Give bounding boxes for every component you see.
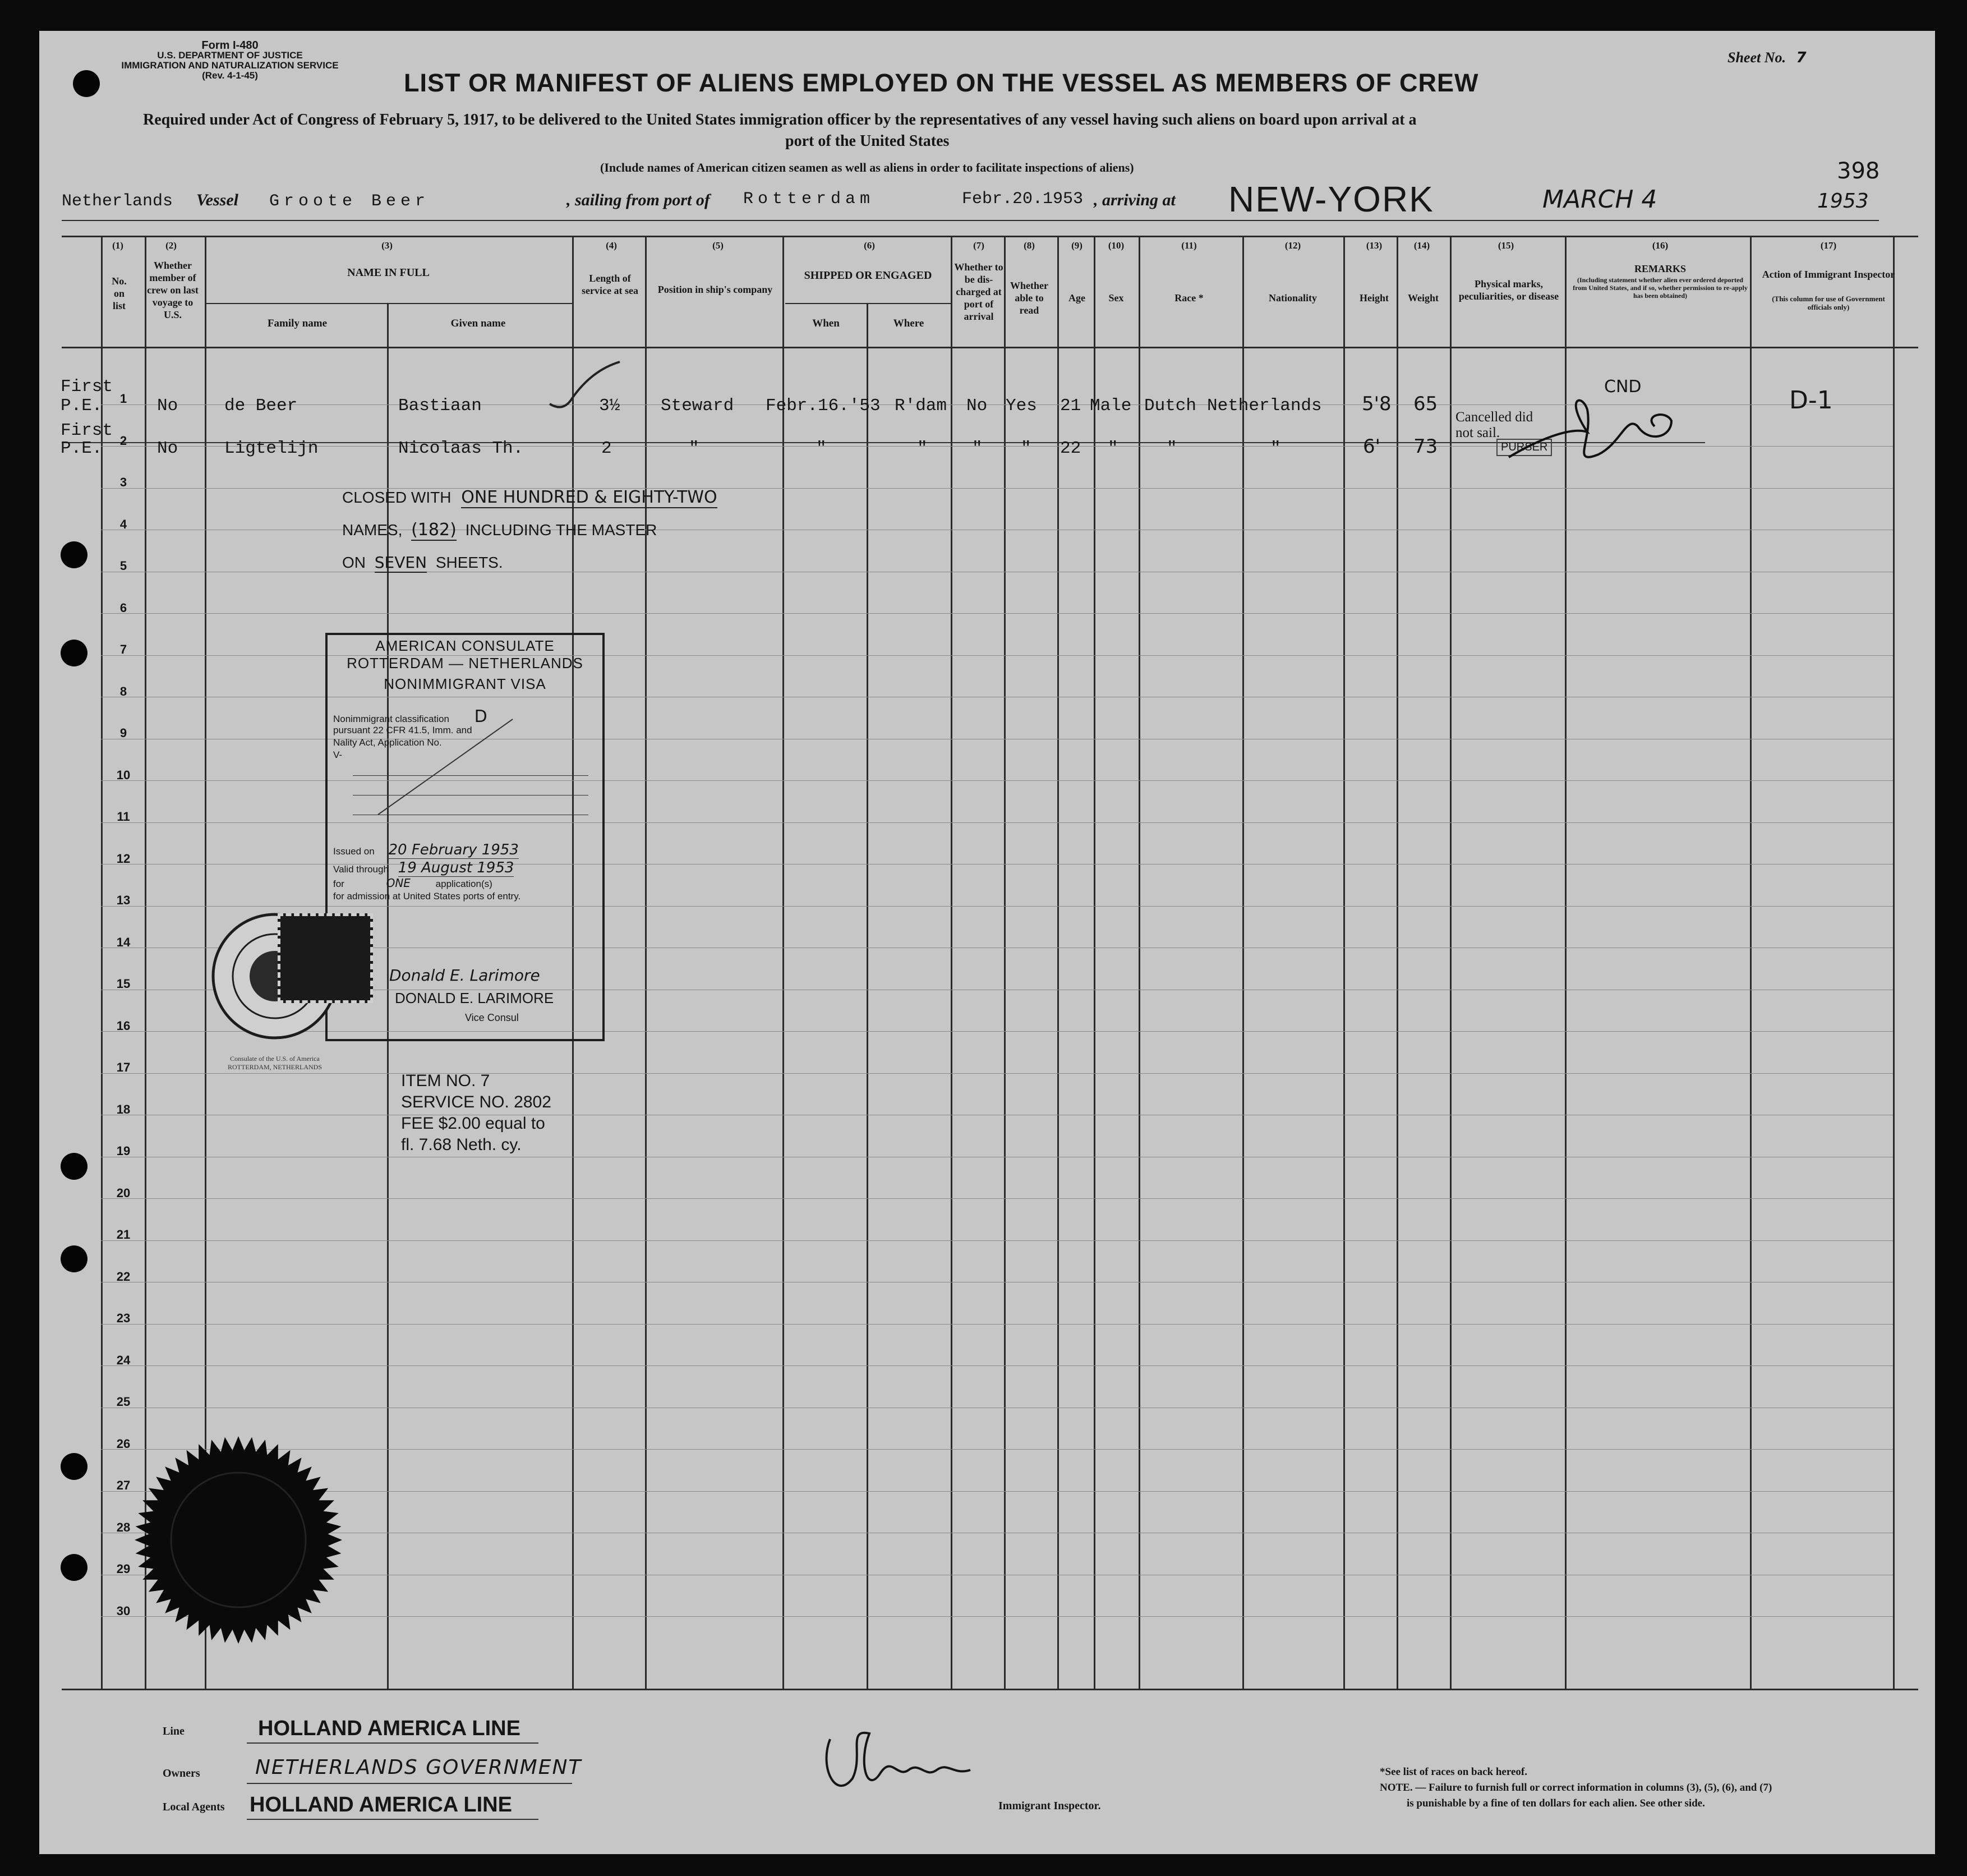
service-name: IMMIGRATION AND NATURALIZATION SERVICE [121,60,339,71]
row-number: 5 [119,559,127,573]
row-1-last-voyage: No [157,396,178,416]
col-header-age: Age [1068,292,1085,304]
col-num-9: (9) [1071,240,1082,251]
punch-hole [61,1245,87,1272]
sailing-label: , sailing from port of [566,191,710,209]
col-num-10: (10) [1108,240,1125,251]
footer-note-penalty: NOTE. — Failure to furnish full or correct information in columns (3), (5), (6), and (7) [1380,1782,1772,1794]
row-number: 30 [116,1603,131,1618]
vessel-name: Groote Beer [269,192,430,211]
footer-note-races: *See list of races on back hereof. [1380,1766,1527,1778]
row-number: 4 [119,517,127,531]
row-2-nationality: " [1270,439,1281,458]
table-top-border [62,236,1918,237]
col-header-nationality: Nationality [1268,292,1317,304]
row-2-age: 22 [1060,439,1081,458]
row-line [101,1365,1893,1366]
col-num-13: (13) [1366,240,1383,251]
column-divider [1139,236,1140,1689]
column-divider [1343,236,1345,1689]
row-number: 20 [116,1185,131,1200]
form-number: Form I-480 [201,39,259,52]
column-divider [1397,236,1398,1689]
voyage-underline [62,220,1879,221]
fee-service: SERVICE NO. 2802 [401,1093,551,1111]
row-1-family-name: de Beer [224,396,298,416]
row-number: 23 [116,1311,131,1325]
row-1-height: 5'8 [1362,393,1392,415]
footer-agents-underline [247,1819,538,1820]
voyage-line [62,179,1879,219]
row-number: 16 [116,1018,131,1033]
row-2-when: " [816,439,827,458]
port: Rotterdam [743,190,875,209]
action-note: (This column for use of Government officials only) [1772,295,1885,311]
visa-classification-label: Nonimmigrant classification [333,714,449,724]
punch-hole [61,1153,87,1180]
row-1-given-name: Bastiaan [398,396,482,416]
fee-stamp [278,913,373,1003]
revision: (Rev. 4-1-45) [202,70,258,81]
col-header-discharged: Whether to be dis-charged at port of arrival [954,261,1003,322]
row-line [101,613,1893,614]
row-number: 1 [119,392,127,406]
visa-for-value: ONE [386,876,411,890]
row-1-discharged: No [966,396,988,416]
col-header-when: When [812,318,840,329]
row-number: 26 [116,1436,131,1451]
notary-seal [132,1433,345,1647]
column-divider [951,236,952,1689]
col-header-shipped: SHIPPED OR ENGAGED [804,269,932,282]
visa-officer-title: Vice Consul [465,1012,519,1023]
col-num-17: (17) [1820,240,1837,251]
table-bottom-border [62,1689,1918,1690]
col-header-action: Action of Immigrant Inspector [1762,269,1895,280]
column-divider [1450,236,1452,1689]
closing-line-2 [342,514,881,546]
closing-line-3-prefix: ON [342,554,366,571]
row-1-class-line1: First [61,377,113,397]
row-number: 28 [116,1520,131,1534]
row-number: 25 [116,1395,131,1409]
row-2-race: " [1167,439,1177,458]
punch-hole [61,1554,87,1581]
purser-signature [1503,387,1683,471]
row-2-last-voyage: No [157,439,178,458]
col-header-no: No. on list [112,275,127,311]
department: U.S. DEPARTMENT OF JUSTICE [157,50,303,61]
row-2-class-line1: First [61,421,113,440]
row-2-weight: 73 [1413,435,1438,458]
row-1-position: Steward [661,396,734,416]
visa-for-label: for [333,879,344,889]
row-1-service: 3½ [599,396,620,416]
col-header-service: Length of service at sea [582,273,638,296]
footer-line-value: HOLLAND AMERICA LINE [258,1717,520,1740]
page-title: LIST OR MANIFEST OF ALIENS EMPLOYED ON THE VESSEL AS MEMBERS OF CREW [404,68,1479,97]
visa-issued-row [333,842,519,858]
row-2-where: " [917,439,928,458]
row-number: 2 [119,433,127,448]
col-header-weight: Weight [1407,292,1439,304]
arriving-label: , arriving at [1094,191,1176,209]
visa-issued-label: Issued on [333,846,375,857]
row-number: 11 [117,810,130,824]
closing-line-2-prefix: NAMES, [342,521,403,539]
col-header-sex: Sex [1108,292,1124,304]
visa-signature: Donald E. Larimore [389,966,540,985]
col-num-7: (7) [973,240,984,251]
visa-act: Nality Act, Application No. [333,737,442,748]
fee-block [401,1070,551,1156]
row-2-marks: Cancelled did not sail. [1455,410,1533,440]
col-num-4: (4) [606,240,617,251]
row-number: 3 [119,475,127,489]
visa-consulate: AMERICAN CONSULATE [375,637,555,654]
closing-count-words: ONE HUNDRED & EIGHTY-TWO [461,488,717,507]
row-number: 12 [116,851,131,866]
column-divider [1242,236,1244,1689]
row-line [101,1240,1893,1241]
sheet-label: Sheet No. [1728,49,1786,66]
row-1-weight: 65 [1413,393,1438,415]
purser-stamp: PURSER [1496,439,1552,456]
col-num-8: (8) [1024,240,1035,251]
row-1-read: Yes [1006,396,1037,416]
footer-note-fine: is punishable by a fine of ten dollars for each alien. See other side. [1407,1797,1705,1809]
sheet-value: 7 [1796,49,1807,66]
col-num-3: (3) [381,240,393,251]
row-number: 14 [116,935,131,949]
punch-hole [61,1453,87,1480]
row-number: 19 [116,1144,131,1158]
column-divider [1750,236,1752,1689]
fee-item: ITEM NO. 7 [401,1072,490,1090]
row-line [101,1449,1893,1450]
row-1-sex: Male [1090,396,1132,416]
row-number: 27 [116,1478,131,1492]
seal-text: Consulate of the U.S. of America ROTTERDAM, NETHERLANDS [228,1055,322,1071]
column-divider [645,236,647,1689]
row-line [101,1491,1893,1492]
visa-classification: D [474,707,487,727]
row-2-family-name: Ligtelijn [224,439,319,458]
row-2-position: " [689,439,699,458]
row-number: 24 [116,1353,131,1367]
col-num-16: (16) [1652,240,1669,251]
col-header-remarks: REMARKS [1634,263,1686,274]
row-1-remarks: CND [1604,377,1642,397]
visa-applications: application(s) [435,879,492,889]
closing-line-1 [342,481,881,514]
row-line [101,1616,1893,1617]
col-header-family: Family name [267,318,328,329]
inspector-label: Immigrant Inspector. [998,1800,1101,1812]
visa-city: ROTTERDAM — NETHERLANDS [347,655,583,672]
shipped-subheader-line [785,303,951,304]
row-number: 15 [116,977,131,991]
row-number: 9 [119,726,127,740]
row-1-action: D-1 [1789,386,1833,415]
row-1-class-line2: P.E. [61,396,103,416]
row-line [101,1198,1893,1199]
punch-hole [61,541,87,568]
closing-line-2-suffix: INCLUDING THE MASTER [465,521,657,539]
row-2-height: 6' [1363,435,1380,458]
row-line [101,1073,1893,1074]
row-1-race: Dutch [1144,396,1197,416]
row-2-class-line2: P.E. [61,439,103,458]
row-number: 13 [116,893,131,907]
row-number: 18 [116,1102,131,1116]
arrival-year: 1953 [1817,190,1869,213]
form-id-block [73,40,387,81]
col-header-height: Height [1360,292,1389,304]
col-header-name: NAME IN FULL [347,266,430,279]
footer-line-underline [247,1742,538,1744]
arrival-port: NEW-YORK [1228,179,1434,219]
col-num-11: (11) [1181,240,1197,251]
visa-valid: 19 August 1953 [398,859,514,876]
fee-neth: fl. 7.68 Neth. cy. [401,1135,522,1154]
col-num-5: (5) [712,240,724,251]
col-num-2: (2) [165,240,177,251]
column-divider [1893,236,1895,1689]
row-2-sex: " [1108,439,1118,458]
column-divider [1057,236,1059,1689]
subtitle-3: (Include names of American citizen seamen as well as aliens in order to facilitate inspections of aliens) [600,160,1134,174]
closing-sheets-count: SEVEN [374,553,427,572]
fee-amount: FEE $2.00 equal to [401,1114,545,1133]
col-header-read: Whether able to read [1010,280,1048,316]
col-header-given: Given name [450,318,506,329]
visa-admission: for admission at United States ports of entry. [333,891,521,902]
col-header-last-voyage: Whether member of crew on last voyage to U.S. [147,260,199,320]
flag: Netherlands [62,192,173,211]
visa-strike [372,714,518,820]
closing-count-number: (182) [411,520,457,540]
name-subheader-line [205,303,572,304]
row-1-age: 21 [1060,396,1081,416]
footer-owners-label: Owners [163,1767,200,1780]
col-num-6: (6) [864,240,875,251]
visa-v: V- [333,750,343,760]
row-2-given-name: Nicolaas Th. [398,439,524,458]
col-header-position: Position in ship's company [657,284,773,295]
arrival-date: MARCH 4 [1542,185,1657,214]
row-number: 10 [116,767,131,782]
row-line [101,1324,1893,1325]
row-number: 8 [119,684,127,698]
closing-line-1-prefix: CLOSED WITH [342,489,452,506]
col-header-marks: Physical marks, peculiarities, or disease [1458,278,1559,302]
col-header-where: Where [893,318,924,329]
row-number: 6 [119,600,127,615]
footer-line-label: Line [163,1725,185,1737]
sheet-number [1728,49,1807,66]
closing-line-3 [342,546,881,579]
check-mark [547,359,625,421]
punch-hole [61,640,87,666]
row-number: 29 [116,1562,131,1576]
row-1-where: R'dam [895,396,947,416]
sail-date: Febr.20.1953 [962,190,1084,209]
row-number: 17 [116,1060,131,1074]
subtitle-1: Required under Act of Congress of February 5, 1917, to be delivered to the United States immigration officer by the representatives of any vessel having such aliens on board upon arrival at a [143,111,1417,128]
vessel-label: Vessel [196,191,238,209]
column-divider [1094,236,1095,1689]
col-num-15: (15) [1498,240,1514,251]
visa-valid-row [333,859,514,876]
visa-valid-label: Valid through [333,864,389,875]
row-number: 7 [119,642,127,656]
visa-type: NONIMMIGRANT VISA [384,675,546,692]
footer-owners-underline [247,1783,572,1784]
row-1-nationality: Netherlands [1207,396,1322,416]
footer-agents-label: Local Agents [163,1801,225,1813]
row-2-discharged: " [972,439,983,458]
inspector-signature [813,1717,982,1812]
visa-pursuant: pursuant 22 CFR 41.5, Imm. and [333,725,472,735]
row-number: 21 [116,1227,131,1242]
row-2-service: 2 [601,439,612,458]
column-divider [782,236,784,1689]
closing-line-3-suffix: SHEETS. [435,554,503,571]
page-number: 398 [1837,158,1880,184]
col-num-1: (1) [112,240,123,251]
row-1-when: Febr.16.'53 [766,396,881,416]
column-divider [1004,236,1006,1689]
col-num-12: (12) [1284,240,1301,251]
closing-statement [342,481,881,579]
col-num-14: (14) [1413,240,1430,251]
subtitle-2: port of the United States [785,132,950,150]
visa-officer: DONALD E. LARIMORE [395,990,554,1006]
row-number: 22 [116,1269,131,1284]
footer-agents-value: HOLLAND AMERICA LINE [250,1793,512,1817]
remarks-note: (Including statement whether alien ever ordered deported from United States, and if so, whether permission to re-apply has been obtained) [1573,276,1748,300]
visa-issued: 20 February 1953 [388,842,519,858]
table-header-bottom [62,347,1918,348]
row-2-read: " [1021,439,1031,458]
col-header-race: Race * [1174,292,1204,304]
footer-owners-value: NETHERLANDS GOVERNMENT [255,1756,582,1779]
visa-for-row [333,876,492,890]
